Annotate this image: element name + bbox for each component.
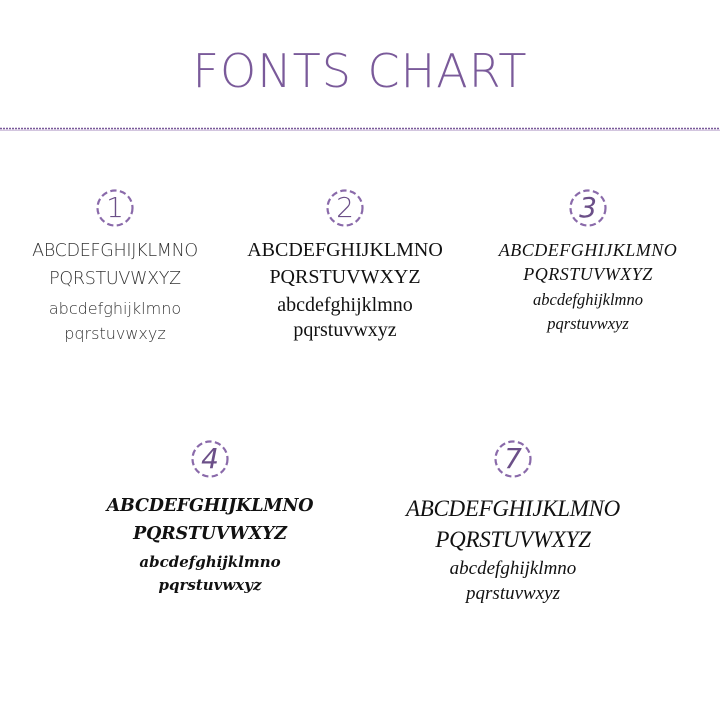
uppercase-line-1: ABCDEFGHIJKLMNO: [247, 239, 443, 261]
number-badge: [568, 188, 608, 228]
font-number: 1: [106, 191, 124, 224]
lowercase-line-2: pqrstuvwxyz: [547, 314, 629, 333]
font-sample-3: [468, 188, 708, 336]
number-badge: [190, 439, 230, 479]
lowercase-line-1: abcdefghijklmno: [277, 294, 413, 316]
font-number: 3: [579, 191, 597, 224]
font-number: 2: [336, 191, 354, 224]
lowercase-line-2: pqrstuvwxyz: [64, 324, 166, 343]
lowercase-line-1: abcdefghijklmno: [449, 558, 577, 579]
number-badge: [493, 439, 533, 479]
font-sample-4: [80, 439, 340, 597]
lowercase-line-1: abcdefghijklmno: [533, 290, 643, 309]
uppercase-line-1: ABCDEFGHIJKLMNO: [406, 496, 620, 521]
lowercase-line-1: abcdefghijklmno: [139, 553, 281, 571]
number-badge: [325, 188, 365, 228]
lowercase-line-2: pqrstuvwxyz: [466, 583, 560, 604]
font-sample-1: [10, 188, 220, 346]
page-title: FONTS CHART: [192, 44, 528, 98]
uppercase-line-2: PQRSTUVWXYZ: [49, 269, 181, 289]
title-divider: [0, 127, 720, 132]
font-sample-2: [220, 188, 470, 343]
font-number: 7: [504, 442, 522, 475]
uppercase-line-2: PQRSTUVWXYZ: [269, 266, 421, 288]
lowercase-line-1: abcdefghijklmno: [48, 299, 182, 318]
uppercase-line-2: PQRSTUVWXYZ: [435, 527, 591, 552]
font-sample-7: [383, 439, 643, 606]
uppercase-line-1: ABCDEFGHIJKLMNO: [106, 496, 314, 516]
lowercase-line-2: pqrstuvwxyz: [293, 319, 397, 341]
number-badge: [95, 188, 135, 228]
uppercase-line-2: PQRSTUVWXYZ: [133, 524, 287, 544]
font-number: 4: [201, 442, 219, 475]
uppercase-line-1: ABCDEFGHIJKLMNO: [498, 240, 678, 260]
lowercase-line-2: pqrstuvwxyz: [158, 576, 262, 594]
uppercase-line-2: PQRSTUVWXYZ: [523, 264, 653, 284]
uppercase-line-1: ABCDEFGHIJKLMNO: [32, 241, 198, 261]
